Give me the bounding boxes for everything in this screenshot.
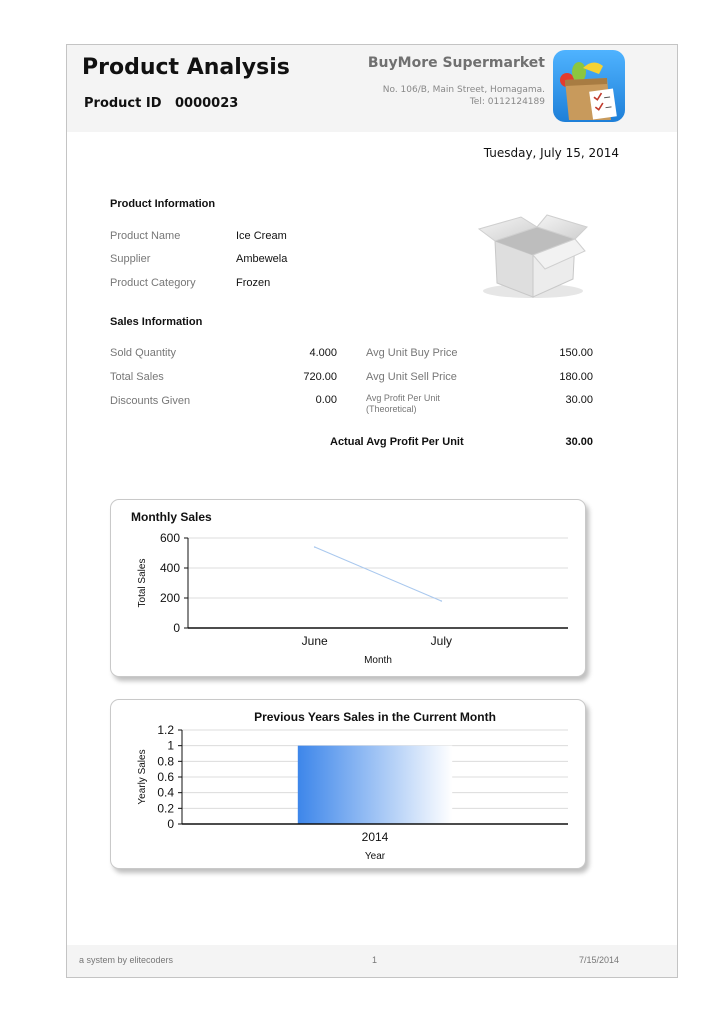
y-tick-label: 1.2 — [157, 723, 174, 737]
y-tick-label: 200 — [159, 591, 180, 605]
data-point — [314, 546, 316, 548]
bar — [298, 746, 452, 824]
report-footer — [67, 945, 677, 977]
actual-profit-label: Actual Avg Profit Per Unit — [330, 436, 464, 448]
store-name: BuyMore Supermarket — [367, 55, 545, 71]
product-category-value: Frozen — [236, 277, 271, 289]
supplier-label: Supplier — [110, 253, 151, 265]
y-tick-label: 1 — [167, 738, 174, 753]
product-info-title: Product Information — [110, 198, 216, 210]
series-line — [315, 547, 442, 601]
sold-quantity-value: 4.000 — [309, 347, 337, 359]
avg-buy-price-value: 150.00 — [559, 347, 593, 359]
product-id-label: Product ID — [84, 96, 162, 111]
monthly-sales-chart-svg — [111, 500, 585, 676]
y-tick-label: 0.8 — [157, 754, 174, 769]
x-tick-label: 2014 — [361, 830, 389, 844]
data-point — [441, 600, 443, 602]
y-tick-label: 0 — [167, 817, 174, 831]
total-sales-label: Total Sales — [110, 371, 164, 383]
sales-info-title: Sales Information — [110, 316, 203, 328]
x-axis-label: Year — [364, 851, 386, 862]
y-axis-label: Yearly Sales — [137, 749, 148, 805]
y-tick-label: 600 — [159, 531, 180, 545]
avg-buy-price-label: Avg Unit Buy Price — [366, 347, 458, 359]
store-address: No. 106/B, Main Street, Homagama. — [382, 85, 545, 95]
report-date: Tuesday, July 15, 2014 — [483, 146, 619, 160]
footer-page-number: 1 — [372, 955, 378, 965]
y-tick-label: 0.2 — [157, 801, 174, 816]
supplier-value: Ambewela — [236, 253, 288, 265]
actual-profit-value: 30.00 — [565, 436, 593, 448]
x-axis-label: Month — [364, 655, 392, 666]
x-tick-label: July — [430, 634, 453, 648]
y-tick-label: 400 — [159, 561, 180, 575]
monthly-sales-chart — [110, 499, 586, 677]
report-page — [66, 44, 678, 978]
product-category-label: Product Category — [110, 277, 196, 289]
product-id-value: 0000023 — [175, 96, 239, 111]
avg-profit-label-line1: Avg Profit Per Unit — [366, 393, 440, 403]
y-axis-label: Total Sales — [137, 558, 148, 608]
report-title: Product Analysis — [82, 55, 290, 80]
product-name-value: Ice Cream — [236, 230, 287, 242]
report-header — [67, 45, 677, 132]
avg-profit-label — [366, 393, 440, 415]
avg-profit-label-line2: (Theoretical) — [366, 404, 417, 414]
open-box-icon — [475, 211, 589, 303]
y-tick-label: 0.4 — [157, 785, 174, 800]
y-tick-label: 0.6 — [157, 770, 174, 784]
product-name-label: Product Name — [110, 230, 181, 242]
store-tel: Tel: 0112124189 — [469, 97, 545, 107]
sold-quantity-label: Sold Quantity — [110, 347, 177, 359]
avg-sell-price-label: Avg Unit Sell Price — [366, 371, 457, 383]
y-tick-label: 0 — [173, 621, 180, 635]
grocery-bag-icon — [553, 50, 625, 122]
avg-profit-value: 30.00 — [565, 394, 593, 406]
footer-date: 7/15/2014 — [578, 955, 619, 965]
chart-title: Monthly Sales — [131, 510, 212, 524]
avg-sell-price-value: 180.00 — [559, 371, 593, 383]
total-sales-value: 720.00 — [303, 371, 337, 383]
discounts-value: 0.00 — [315, 394, 337, 406]
yearly-sales-chart-svg — [111, 700, 585, 868]
x-tick-label: June — [301, 634, 328, 648]
chart-title: Previous Years Sales in the Current Month — [254, 710, 496, 724]
footer-credit: a system by elitecoders — [79, 955, 174, 965]
yearly-sales-chart — [110, 699, 586, 869]
discounts-label: Discounts Given — [110, 395, 191, 407]
